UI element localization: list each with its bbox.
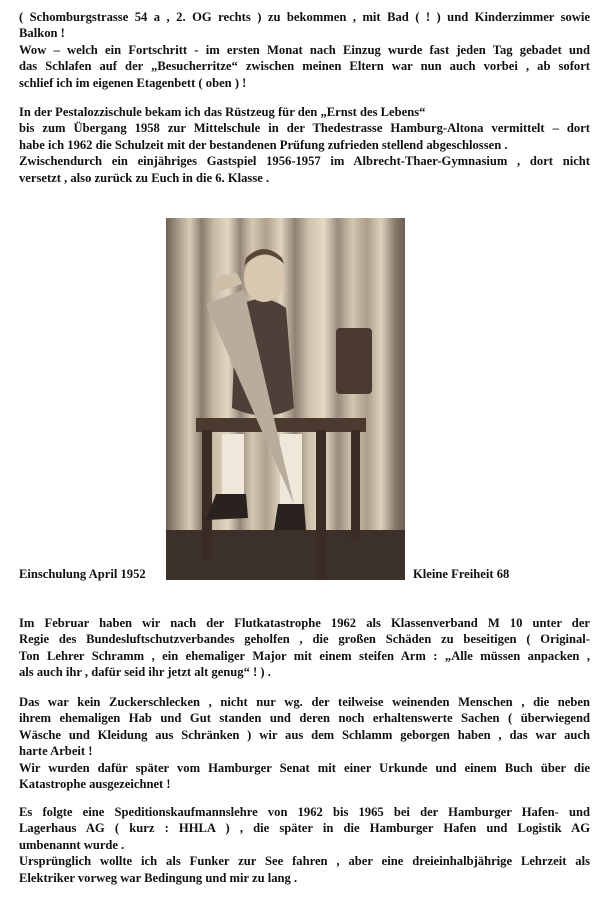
text-line: umbenannt wurde . — [19, 837, 125, 852]
text-line: ( Schomburgstrasse 54 a , 2. OG rechts ) zu bekommen , mit Bad ( ! ) und Kinderzimmer sowie — [19, 10, 590, 24]
paragraph-new-apartment — [19, 9, 590, 91]
chair-leg — [202, 430, 212, 560]
chair-back — [336, 328, 372, 394]
school-enrollment-photo — [166, 218, 405, 580]
text-line: Ursprünglich wollte ich als Funker zur See fahren , aber eine dreieinhalbjährige Lehrzeit als — [19, 854, 590, 869]
text-line: Im Februar haben wir nach der Flutkatastrophe 1962 als Klassenverband M 10 unter der — [19, 616, 590, 630]
text-line: Das war kein Zuckerschlecken , nicht nur wg. der teilweise weinenden Menschen , die neben — [19, 695, 590, 709]
text-line: bis zum Übergang 1958 zur Mittelschule in der Thedestrasse Hamburg-Altona vermittelt – dort — [19, 121, 590, 136]
paragraph-school — [19, 104, 590, 186]
text-line: Ton Lehrer Schramm , ein ehemaliger Major mit einem steifen Arm : „Alle müssen anpacken , — [19, 648, 590, 663]
text-line: Katastrophe ausgezeichnet ! — [19, 776, 171, 791]
text-line: Elektriker vorweg war Bedingung und mir zu lang . — [19, 870, 298, 885]
text-line: Wow – welch ein Fortschritt - im ersten Monat nach Einzug wurde fast jeden Tag gebadet und — [19, 42, 590, 57]
text-line: habe ich 1962 die Schulzeit mit der bestandenen Prüfung zufrieden stellend abgeschlossen . — [19, 137, 508, 152]
shoe — [274, 504, 306, 530]
text-line: In der Pestalozzischule bekam ich das Rüstzeug für den „Ernst des Lebens“ — [19, 105, 426, 119]
floor — [166, 530, 405, 580]
photo-caption-address: Kleine Freiheit 68 — [413, 567, 510, 581]
text-line: Es folgte eine Speditionskaufmannslehre von 1962 bis 1965 bei der Hamburger Hafen- und — [19, 805, 590, 819]
text-line: harte Arbeit ! — [19, 744, 93, 759]
paragraph-hard-work — [19, 694, 590, 792]
text-line: Wir wurden dafür später vom Hamburger Senat mit einer Urkunde und einem Buch über die — [19, 760, 590, 775]
text-line: Lagerhaus AG ( kurz : HHLA ) , die später in die Hamburger Hafen und Logistik AG — [19, 821, 590, 836]
text-line: schlief ich im eigenen Etagenbett ( oben ) ! — [19, 75, 247, 90]
paragraph-apprenticeship — [19, 804, 590, 886]
photo-caption-date: Einschulung April 1952 — [19, 567, 146, 581]
text-line: Regie des Bundesluftschutzverbandes geholfen , die großen Schäden zu beseitigen ( Original- — [19, 632, 590, 647]
paragraph-flood-help — [19, 615, 590, 681]
chair-leg — [351, 430, 360, 540]
face — [244, 254, 284, 302]
sock — [222, 434, 244, 494]
chair-seat — [196, 418, 366, 432]
text-line: Zwischendurch ein einjähriges Gastspiel 1956-1957 im Albrecht-Thaer-Gymnasium , dort nicht — [19, 154, 590, 169]
text-line: ihrem ehemaligen Hab und Gut standen und deren noch erhaltenswerte Sachen ( überwiegend — [19, 711, 590, 726]
text-line: Wäsche und Kleidung aus Schränken ) wir aus dem Schlamm geborgen haben , das war auch — [19, 727, 590, 742]
text-line: Balkon ! — [19, 26, 65, 41]
text-line: versetzt , also zurück zu Euch in die 6. Klasse . — [19, 170, 270, 185]
shoe — [206, 494, 248, 520]
chair-leg — [316, 430, 326, 580]
text-line: als auch ihr , dafür seid ihr jetzt alt genug“ ! ) . — [19, 665, 271, 680]
schultuete-top — [212, 272, 242, 294]
photo-illustration — [166, 218, 405, 580]
text-line: das Schlafen auf der „Besucherritze“ zwischen meinen Eltern war nun auch vorbei , ab sofort — [19, 59, 590, 74]
